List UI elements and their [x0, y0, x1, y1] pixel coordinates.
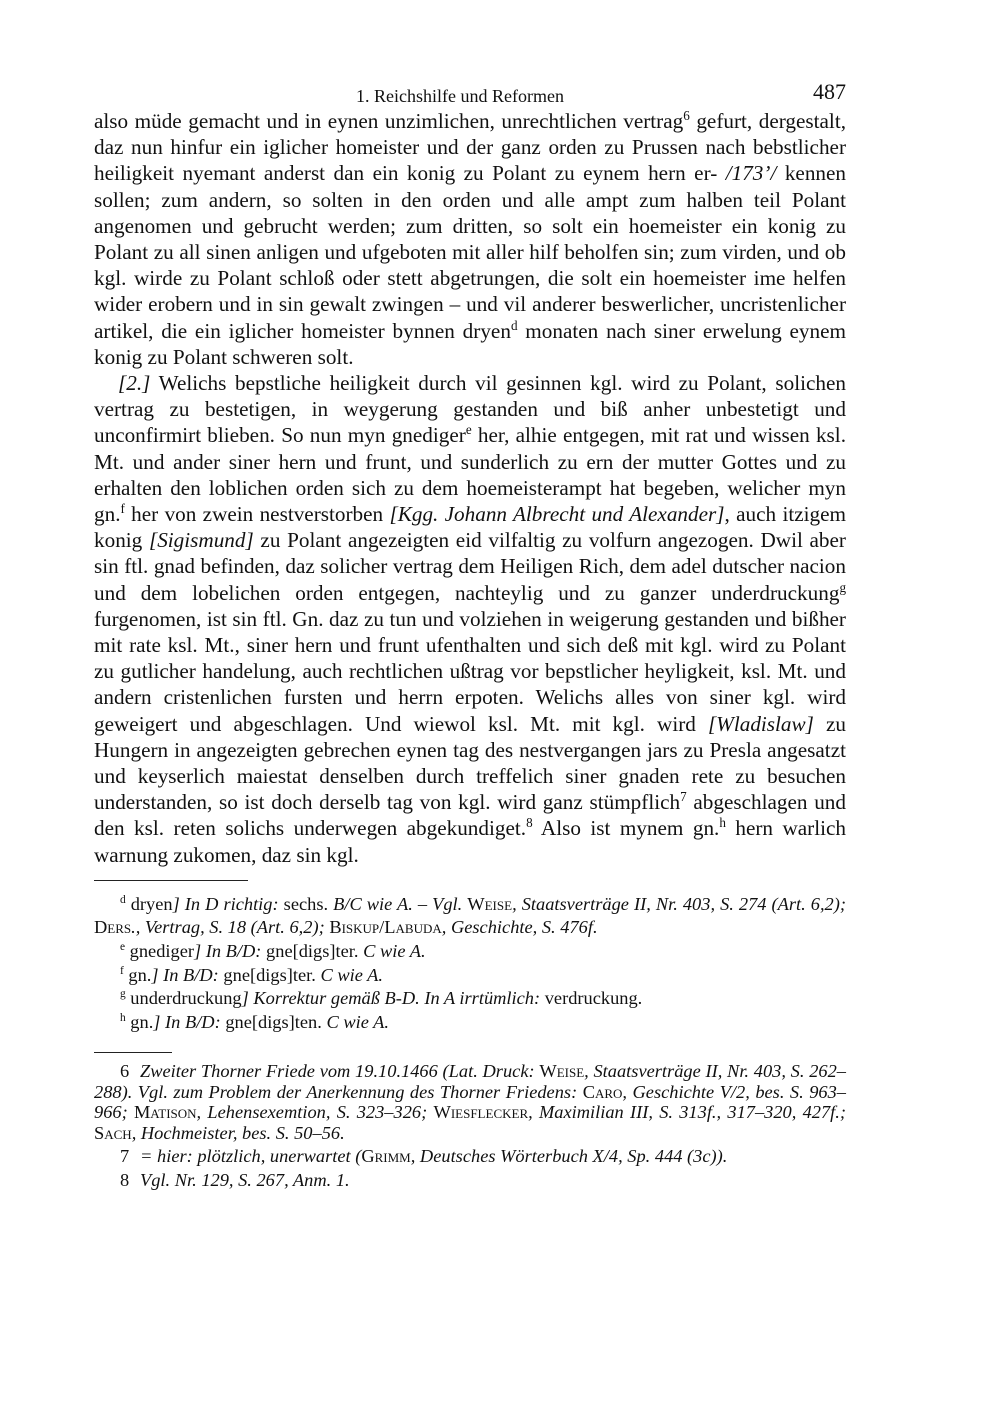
paragraph-2 — [94, 370, 846, 868]
document-page — [94, 78, 846, 1193]
author-name: Weise — [539, 1061, 585, 1082]
footnote-6 — [94, 1061, 846, 1143]
footnote-text: Zweiter Thorner Friede vom 19.10.1466 (Lat. Druck: — [140, 1061, 540, 1082]
footnotes — [94, 1061, 846, 1190]
apparatus-ref-f: f — [120, 500, 125, 516]
footnote-text: , Geschichte V/2, bes. S. 963–966; — [94, 1081, 846, 1123]
text-run: monaten nach siner erwelung eynem konig zu Polant schweren solt. — [94, 318, 847, 369]
text-run: also müde gemacht und in eynen unzimlichen, unrechtlichen vertrag — [94, 109, 684, 133]
section-marker: [2.] — [118, 371, 151, 396]
footnote-text: Vgl. Nr. 129, S. 267, Anm. 1. — [140, 1169, 350, 1190]
author-name: Weise — [467, 893, 513, 914]
apparatus-mark: h — [120, 1011, 126, 1024]
author-name: Ders — [94, 917, 132, 938]
editorial-insert: [Kgg. Johann Albrecht und Alexander] — [389, 502, 725, 527]
apparatus-text: / — [379, 917, 385, 938]
footnote-text: , Maximilian III, S. 313f., 317–320, 427f.; — [528, 1102, 846, 1123]
author-name: Sach — [94, 1122, 132, 1143]
footnote-ref-7: 7 — [680, 789, 687, 805]
apparatus-text: gne[digs]ten. — [225, 1011, 327, 1032]
text-run: Also ist mynem gn. — [532, 816, 720, 841]
text-run: Welichs bepstliche heiligkeit durch vil gesinnen kgl. wird zu Polant, solichen vertrag zu bestetigen, in weygerung gestanden und biß anher unbestetigt und unconfirmirt blieben. So nun myn gnediger — [94, 371, 846, 448]
footnote-text: , Lehensexemtion, S. 323–326; — [196, 1102, 434, 1123]
footnote-ref-8: 8 — [526, 815, 533, 831]
footnote-8 — [94, 1170, 846, 1191]
apparatus-note-d — [94, 893, 846, 940]
apparatus-rule — [94, 880, 248, 881]
author-name: Biskup — [329, 917, 380, 938]
apparatus-text: gne[digs]ter. — [266, 941, 364, 962]
text-run: her von zwein nestverstorben — [124, 502, 390, 527]
footnote-rule — [94, 1052, 172, 1053]
footnote-7 — [94, 1146, 846, 1167]
text-run: abgeschlagen und den ksl. reten solichs underwegen abgekundiget. — [94, 790, 846, 841]
apparatus-text: ] In B/D: — [153, 1011, 226, 1032]
apparatus-text: gne[digs]ter. — [223, 964, 321, 985]
apparatus-ref-g: g — [839, 579, 846, 595]
author-name: Wiesflecker — [433, 1102, 529, 1123]
running-head: 1. Reichshilfe und Reformen — [356, 86, 564, 106]
text-run: zu Hungern in angezeigten gebrechen eynen tag des nestvergangen jars zu Presla angesatzt und keyserlich maiestat denselben durch treffelich siner gnaden rete zu besuchen understanden, so ist doch derselb tag von kgl. wird ganz stümpflich — [94, 711, 846, 815]
footnote-text: = hier: plötzlich, unerwartet ( — [140, 1146, 362, 1167]
apparatus-lemma: gnediger — [125, 941, 195, 962]
apparatus-mark: e — [120, 941, 126, 954]
apparatus-lemma: dryen — [125, 893, 173, 914]
author-name: Caro — [582, 1081, 623, 1102]
apparatus-text: C wie A. — [363, 941, 426, 962]
footnote-mark: 6 — [120, 1061, 130, 1082]
text-run: furgenomen, ist sin ftl. Gn. daz zu tun und volziehen in weigerung gestanden und bißher mit rate ksl. Mt., siner hern und frunt ufenthalten und sich deß mit kgl. wird zu Polant zu gutlicher handelung, auch rechtlichen ußtrag vor bepstlicher heyligkeit, ksl. Mt. und andern cristenlichen fursten und herrn erpoten. Welichs alles von siner kgl. wird geweigert und abgeschlagen. Und wiewol ksl. Mt. mit kgl. wird — [94, 606, 846, 736]
text-run: hern warlich warnung zukomen, daz sin kgl. — [94, 816, 846, 867]
folio-marker: /173’/ — [725, 161, 777, 186]
page-header — [94, 78, 846, 108]
apparatus-text: ] In B/D: — [194, 941, 267, 962]
footnote-mark: 7 — [120, 1146, 130, 1167]
page-number: 487 — [813, 79, 846, 104]
apparatus-note-f — [94, 964, 846, 988]
apparatus-text: , Geschichte, S. 476f. — [441, 917, 598, 938]
apparatus-note-e — [94, 940, 846, 964]
apparatus-note-h — [94, 1011, 846, 1035]
text-run: kennen sollen; zum andern, so solten in den orden und alle ampt zum halben teil Polant angenomen und gebrucht werden; zum dritten, so solt ein hoemeister ein konig zu Polant zu all sinen anligen und ufgeboten mit aller hilf beholfen sin; zum virden, und ob kgl. wirde zu Polant schloß oder stett abgetrungen, die solt ein hoemeister ime helfen wider erobern und in sin gewalt zwingen – und vil anderer beswerlicher, uncristenlicher artikel, die ein iglicher homeister bynnen dryen — [94, 161, 846, 343]
critical-apparatus — [94, 893, 846, 1035]
apparatus-note-g — [94, 987, 846, 1011]
paragraph-1 — [94, 108, 846, 370]
main-text — [94, 108, 846, 868]
text-run: zu Polant angezeigten eid vilfaltig zu volfurn angezogen. Dwil aber sin ftl. gnad befinden, daz solicher vertrag dem Heiligen Rich, dem adel dutscher nacion und dem lobelichen orden entgegen, nachteylig und zu ganzer underdruckung — [94, 528, 846, 605]
apparatus-mark: g — [120, 988, 126, 1001]
apparatus-ref-e: e — [465, 422, 472, 438]
footnote-ref-6: 6 — [683, 107, 690, 123]
footnote-mark: 8 — [120, 1169, 130, 1190]
editorial-insert: [Sigismund] — [148, 528, 254, 553]
apparatus-mark: d — [120, 893, 126, 906]
apparatus-text: ] In D richtig: — [172, 893, 284, 914]
footnote-text: , Staatsverträge II, Nr. 403, S. 262–288). Vgl. zum Problem der Anerkennung des Thorner Friedens: — [94, 1061, 846, 1102]
author-name: Grimm — [361, 1146, 411, 1167]
apparatus-text: sechs. — [283, 893, 334, 914]
apparatus-text: , Staatsverträge II, Nr. 403, S. 274 (Art. 6,2); — [512, 893, 847, 914]
apparatus-text: ., Vertrag, S. 18 (Art. 6,2); — [131, 917, 330, 938]
apparatus-ref-d: d — [510, 317, 518, 333]
apparatus-text: ] In B/D: — [151, 964, 224, 985]
apparatus-lemma: gn. — [125, 1011, 154, 1032]
text-run: her, alhie entgegen, mit rat und wissen ksl. Mt. und ander siner hern und frunt, und sunderlich zu ern der mutter Gottes und zu erhalten den loblichen orden sich zu dem hoemeisterampt hat begeben, welicher myn gn. — [94, 423, 846, 527]
author-name: Labuda — [384, 917, 442, 938]
apparatus-text: C wie A. — [326, 1011, 389, 1032]
footnote-text: , Hochmeister, bes. S. 50–56. — [131, 1122, 345, 1143]
apparatus-text: ] Korrektur gemäß B-D. In A irrtümlich: — [241, 988, 545, 1009]
apparatus-lemma: gn. — [123, 964, 152, 985]
apparatus-text: B/C wie A. – Vgl. — [333, 893, 468, 914]
apparatus-ref-h: h — [719, 815, 726, 831]
text-run: , auch itzigem konig — [94, 502, 847, 553]
editorial-insert: [Wladislaw] — [707, 711, 814, 736]
footnote-text: , Deutsches Wörterbuch X/4, Sp. 444 (3c)). — [410, 1146, 728, 1167]
apparatus-text: verdruckung. — [544, 988, 643, 1009]
text-run: gefurt, dergestalt, daz nun hinfur ein iglicher homeister und der ganz orden zu Prussen nach bebstlicher heiligkeit nyemant anderst dan ein konig zu Polant zu eynem hern er- — [94, 109, 846, 186]
author-name: Matison — [133, 1102, 197, 1123]
apparatus-text: C wie A. — [320, 964, 383, 985]
apparatus-mark: f — [120, 964, 124, 977]
apparatus-lemma: underdruckung — [125, 988, 242, 1009]
